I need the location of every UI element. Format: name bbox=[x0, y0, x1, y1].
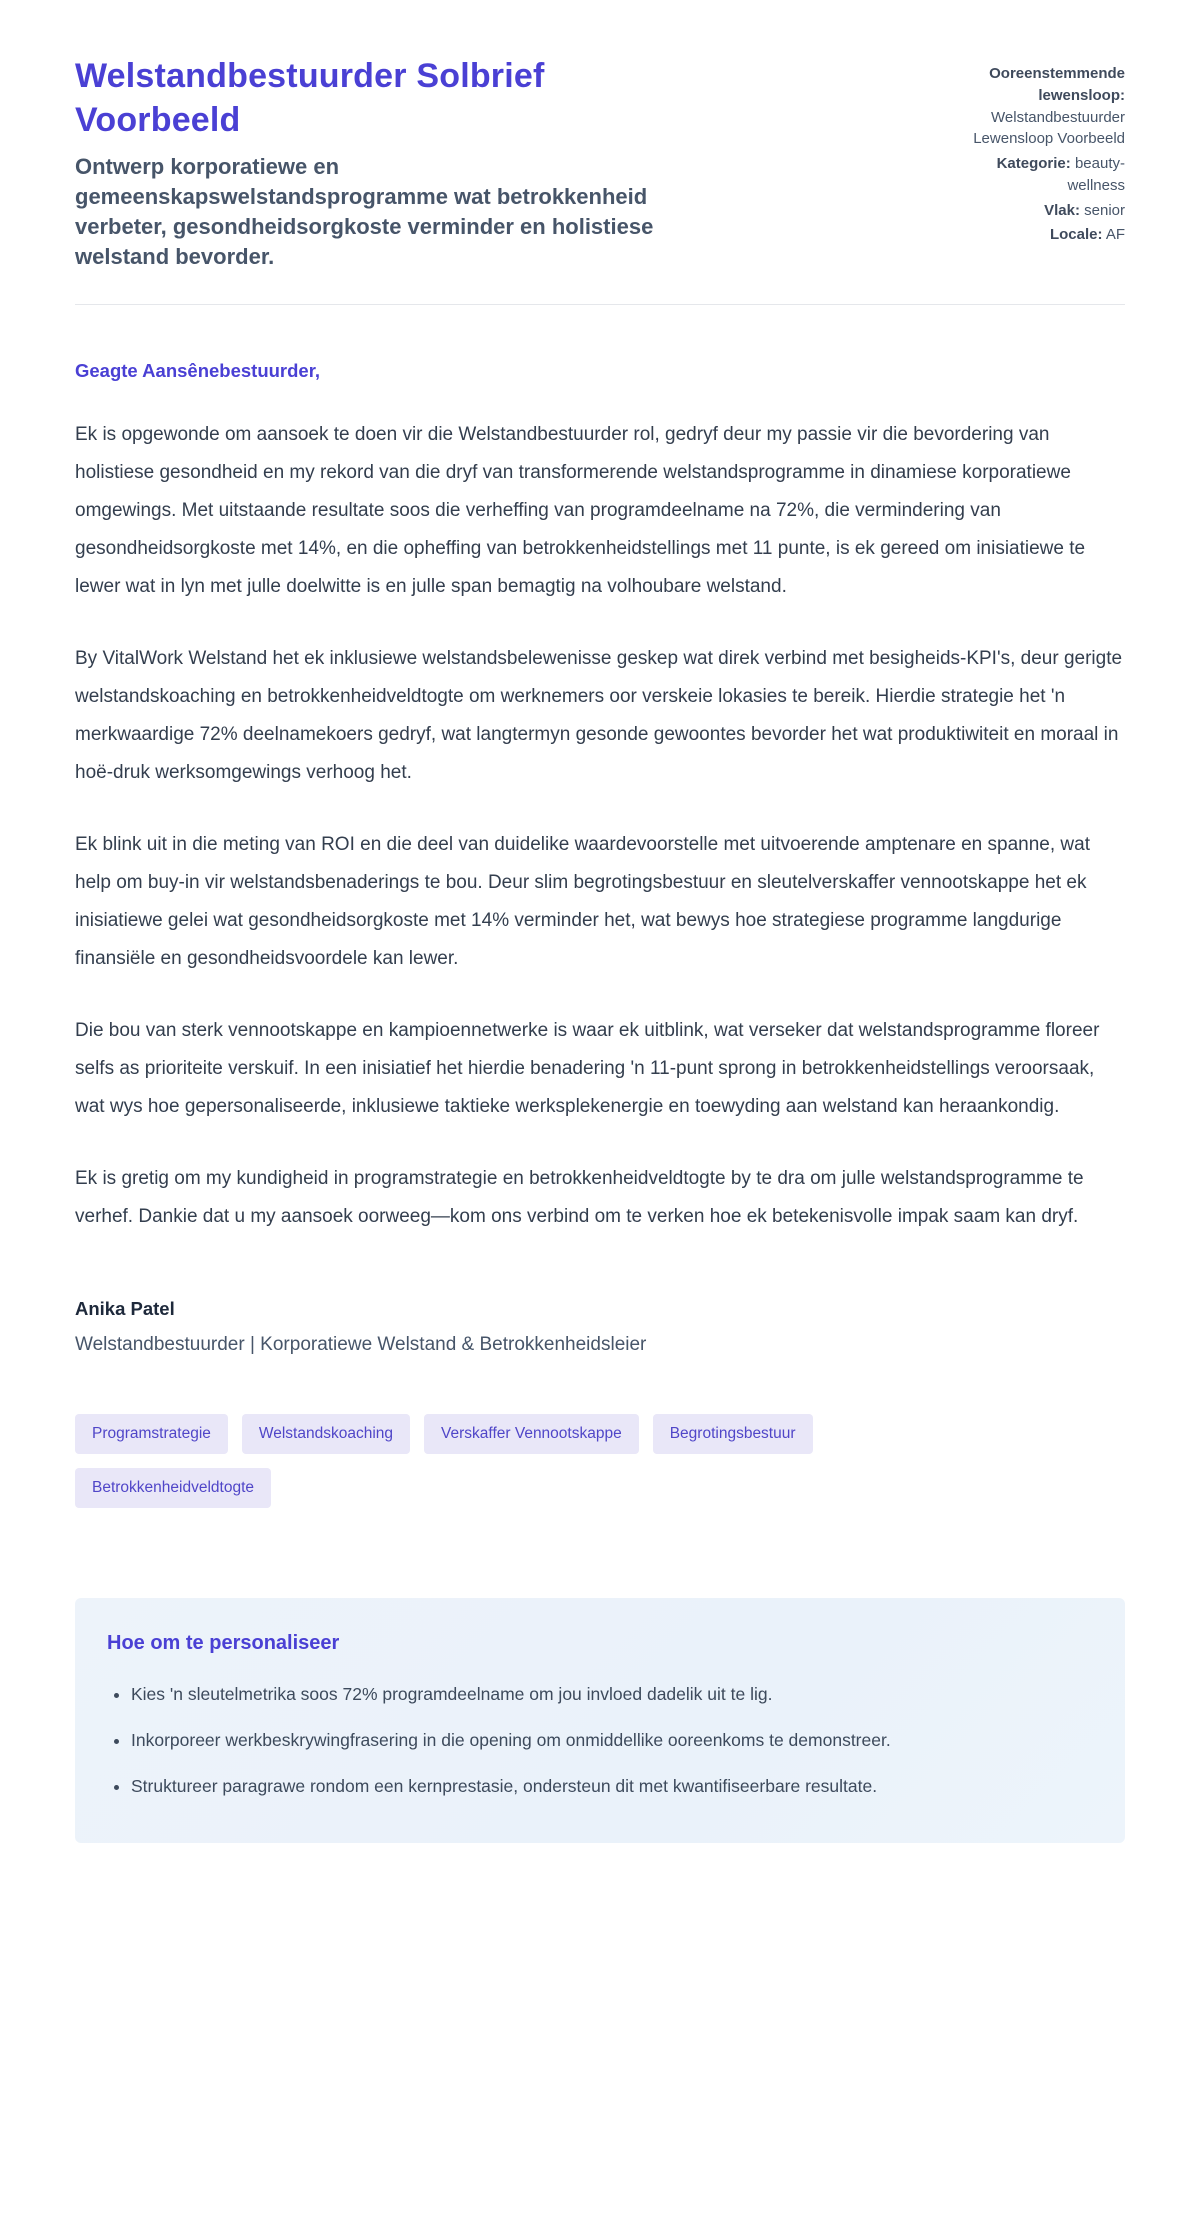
divider bbox=[75, 304, 1125, 305]
meta-matching-resume bbox=[940, 63, 1125, 150]
letter-body bbox=[75, 360, 1125, 1356]
signature-block bbox=[75, 1298, 1125, 1356]
meta-category bbox=[940, 153, 1125, 197]
page-subtitle: Ontwerp korporatiewe en gemeenskapswelstandsprogramme wat betrokkenheid verbeter, gesondheidsorgkoste verminder en holistiese welstand bevorder. bbox=[75, 154, 654, 269]
greeting: Geagte Aansênebestuurder, bbox=[75, 359, 321, 381]
letter-paragraph-1: Ek is opgewonde om aansoek te doen vir die Welstandbestuurder rol, gedryf deur my passie vir die bevordering van holistiese gesondheid en my rekord van die dryf van transformerende welstandsprogramme in dinamiese korporatiewe omgewings. Met uitstaande resultate soos die verheffing van programdeelname na 72%, die vermindering van gesondheidsorgkoste met 14%, en die opheffing van betrokkenheidstellings met 11 punte, is ek gereed om inisiatiewe te lewer wat in lyn met julle doelwitte is en julle span bemagtig na volhoubare welstand. bbox=[75, 423, 1086, 597]
meta-locale-label: Locale: bbox=[1049, 226, 1103, 244]
meta-locale bbox=[940, 224, 1125, 246]
meta-level bbox=[940, 200, 1125, 222]
tips-title: Hoe om te personaliseer bbox=[107, 1631, 340, 1654]
letter-paragraph-5: Ek is gretig om my kundigheid in programstrategie en betrokkenheidveldtogte by te dra om julle welstandsprogramme te verhef. Dankie dat u my aansoek oorweeg—kom ons verbind om te verken hoe ek betekenisvolle impak saam kan dryf. bbox=[75, 1167, 1084, 1227]
header bbox=[75, 55, 1125, 272]
meta-level-value: senior bbox=[1084, 201, 1125, 219]
skill-tag-list bbox=[75, 1414, 935, 1508]
tip-item: • Inkorporeer werkbeskrywingfrasering in die opening om onmiddellike ooreenkoms te demonstreer. bbox=[131, 1723, 1093, 1757]
letter-paragraph-4: Die bou van sterk vennootskappe en kampioennetwerke is waar ek uitblink, wat verseker dat welstandsprogramme floreer selfs as prioriteite verskuif. In een inisiatief het hierdie benadering 'n 11-punt sprong in betrokkenheidstellings veroorsaak, wat wys hoe gepersonaliseerde, inklusiewe taktieke werksplekenergie en toewyding aan welstand kan heraankondig. bbox=[75, 1019, 1100, 1117]
meta-category-value: beauty-wellness bbox=[1067, 155, 1125, 194]
meta-category-label: Kategorie: bbox=[996, 155, 1071, 172]
signature-name: Anika Patel bbox=[75, 1297, 175, 1319]
header-title-block bbox=[75, 55, 655, 272]
tip-item: • Kies 'n sleutelmetrika soos 72% programdeelname om jou invloed dadelik uit te lig. bbox=[131, 1677, 1093, 1711]
meta-resume-value: Welstandbestuurder Lewensloop Voorbeeld bbox=[973, 108, 1125, 148]
personalize-tips-box bbox=[75, 1598, 1125, 1843]
letter-paragraph-3: Ek blink uit in die meting van ROI en die deel van duidelike waardevoorstelle met uitvoerende amptenare en spanne, wat help om buy-in vir welstandsbenaderings te bou. Deur slim begrotingsbestuur en sleutelverskaffer vennootskappe het ek inisiatiewe gelei wat gesondheidsorgkoste met 14% verminder het, wat bewys hoe strategiese programme langdurige finansiële en gesondheidsvoordele kan lewer. bbox=[75, 833, 1090, 969]
letter-paragraph-2: By VitalWork Welstand het ek inklusiewe welstandsbelewenisse geskep wat direk verbind met besigheids-KPI's, deur gerigte welstandskoaching en betrokkenheidveldtogte om werknemers oor verskeie lokasies te bereik. Hierdie strategie het 'n merkwaardige 72% deelnamekoers gedryf, wat langtermyn gesonde gewoontes bevorder het wat produktiwiteit en moraal in hoë-druk werksomgewings verhoog het. bbox=[75, 647, 1123, 783]
meta-resume-label: Ooreenstemmende lewensloop: bbox=[989, 65, 1125, 104]
cover-letter-page bbox=[75, 0, 1125, 1903]
meta-level-label: Vlak: bbox=[1044, 201, 1080, 219]
signature-role: Welstandbestuurder | Korporatiewe Welstand & Betrokkenheidsleier bbox=[75, 1333, 647, 1355]
skill-tag: Betrokkenheidveldtogte bbox=[75, 1468, 271, 1508]
tips-list bbox=[107, 1677, 1093, 1803]
skill-tag: Begrotingsbestuur bbox=[653, 1414, 813, 1454]
skill-tag: Programstrategie bbox=[75, 1414, 228, 1454]
meta-locale-value: AF bbox=[1105, 226, 1125, 244]
skill-tag: Verskaffer Vennootskappe bbox=[424, 1414, 639, 1454]
page-title: Welstandbestuurder Solbrief Voorbeeld bbox=[75, 57, 545, 139]
tip-item: • Struktureer paragrawe rondom een kernprestasie, ondersteun dit met kwantifiseerbare resultate. bbox=[131, 1769, 1093, 1803]
meta-panel bbox=[940, 55, 1125, 272]
skill-tag: Welstandskoaching bbox=[242, 1414, 410, 1454]
